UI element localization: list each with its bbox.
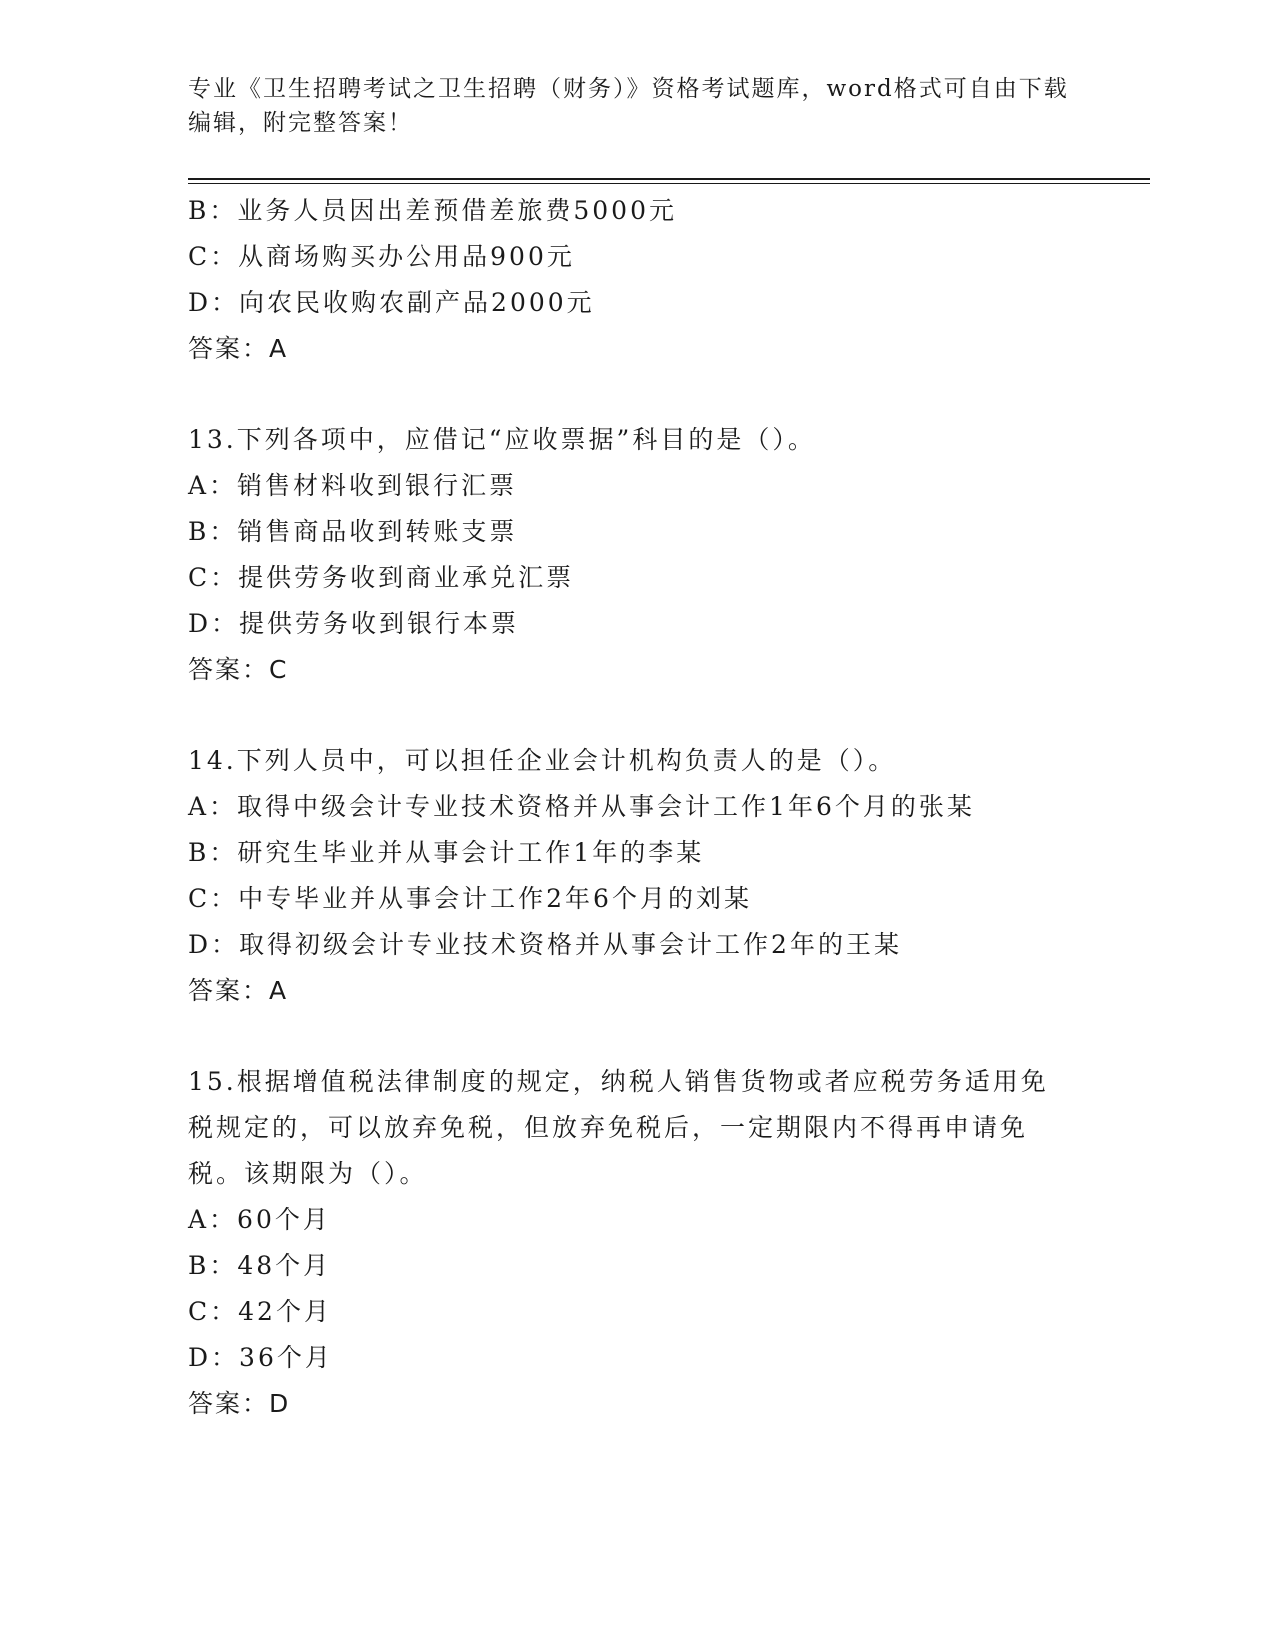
question-14-answer: 答案：A (188, 976, 289, 1005)
header-line-2: 编辑，附完整答案！ (188, 110, 413, 136)
question-15-answer: 答案：D (188, 1389, 291, 1418)
question-12-option-d: D：向农民收购农副产品2000元 (188, 288, 595, 317)
question-12-option-c: C：从商场购买办公用品900元 (188, 242, 575, 271)
question-15-text-line-3: 税。该期限为（）。 (188, 1159, 428, 1188)
question-13-option-b: B：销售商品收到转账支票 (188, 517, 518, 546)
question-12-answer: 答案：A (188, 334, 289, 363)
question-12 (188, 188, 1088, 372)
question-15-option-d: D：36个月 (188, 1343, 333, 1372)
question-13-option-d: D：提供劳务收到银行本票 (188, 609, 520, 638)
spacer (188, 372, 1088, 417)
question-14-text: 14.下列人员中，可以担任企业会计机构负责人的是（）。 (188, 746, 897, 775)
question-14-option-c: C：中专毕业并从事会计工作2年6个月的刘某 (188, 884, 752, 913)
document-body (188, 188, 1088, 1427)
question-15-option-b: B：48个月 (188, 1251, 332, 1280)
question-15-option-a: A：60个月 (188, 1205, 331, 1234)
question-14-option-a: A：取得中级会计专业技术资格并从事会计工作1年6个月的张某 (188, 792, 975, 821)
question-15-option-c: C：42个月 (188, 1297, 332, 1326)
question-14-option-d: D：取得初级会计专业技术资格并从事会计工作2年的王某 (188, 930, 902, 959)
document-header (188, 72, 1088, 140)
question-13-answer: 答案：C (188, 655, 289, 684)
header-divider-thick (188, 178, 1150, 180)
question-12-option-b: B：业务人员因出差预借差旅费5000元 (188, 196, 677, 225)
question-14 (188, 738, 1088, 1014)
spacer (188, 693, 1088, 738)
question-15 (188, 1059, 1088, 1427)
question-13-text: 13.下列各项中，应借记“应收票据”科目的是（）。 (188, 425, 816, 454)
question-13-option-c: C：提供劳务收到商业承兑汇票 (188, 563, 575, 592)
question-13-option-a: A：销售材料收到银行汇票 (188, 471, 518, 500)
header-line-1: 专业《卫生招聘考试之卫生招聘（财务）》资格考试题库，word格式可自由下载 (188, 76, 1069, 102)
spacer (188, 1014, 1088, 1059)
header-divider-thin (188, 183, 1150, 184)
question-15-text-line-1: 15.根据增值税法律制度的规定，纳税人销售货物或者应税劳务适用免 (188, 1067, 1049, 1096)
question-14-option-b: B：研究生毕业并从事会计工作1年的李某 (188, 838, 705, 867)
question-15-text-line-2: 税规定的，可以放弃免税，但放弃免税后，一定期限内不得再申请免 (188, 1113, 1029, 1142)
question-13 (188, 417, 1088, 693)
